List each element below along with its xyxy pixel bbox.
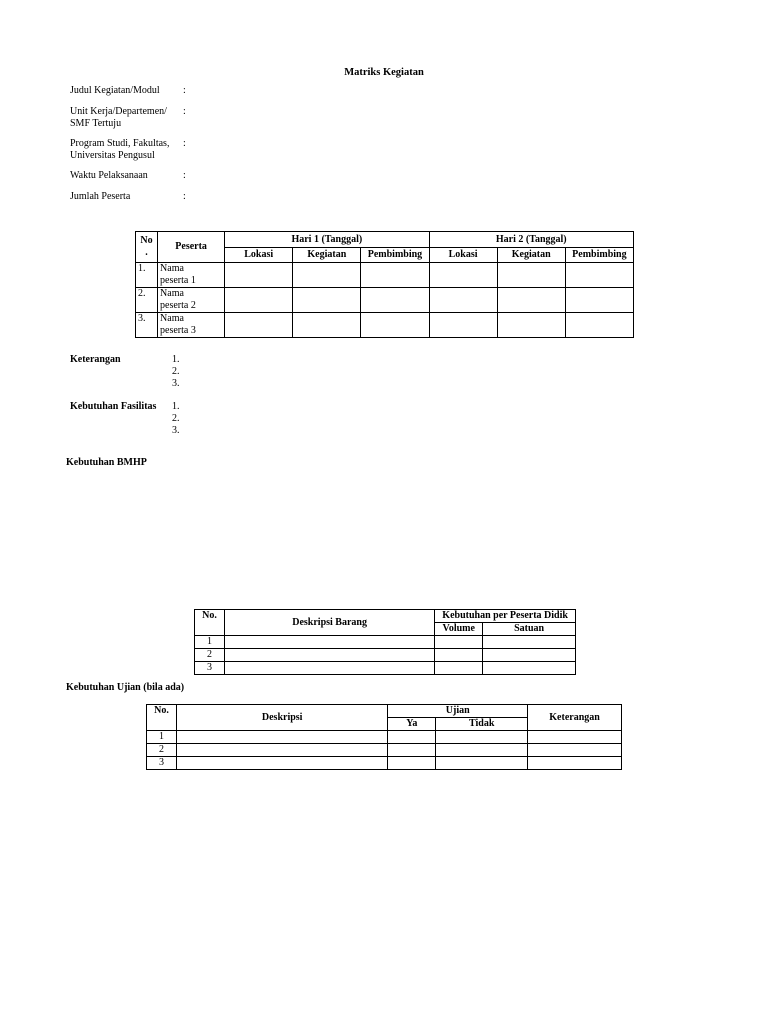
list-item: 3. xyxy=(172,378,180,389)
ujian-header-tidak: Tidak xyxy=(436,718,528,731)
header-day-1: Hari 1 (Tanggal) xyxy=(225,232,429,248)
field-colon: : xyxy=(183,106,186,117)
subheader-lokasi: Lokasi xyxy=(225,248,293,263)
cell xyxy=(388,744,436,757)
table-row xyxy=(195,636,576,649)
header-no-line: No xyxy=(140,235,153,246)
bmhp-table xyxy=(194,609,576,675)
list-item: 1. xyxy=(172,354,180,365)
subheader-pembimbing: Pembimbing xyxy=(361,248,429,263)
peserta-line: peserta 3 xyxy=(160,325,196,336)
cell xyxy=(436,731,528,744)
field-label-line: SMF Tertuju xyxy=(70,118,122,129)
subheader-lokasi: Lokasi xyxy=(429,248,497,263)
row-no: 1. xyxy=(136,263,158,288)
cell xyxy=(429,263,497,288)
bmhp-header-no: No. xyxy=(195,610,225,636)
page-title: Matriks Kegiatan xyxy=(344,67,424,78)
bmhp-header-group: Kebutuhan per Peserta Didik xyxy=(435,610,576,623)
field-label-line: Waktu Pelaksanaan xyxy=(70,170,148,181)
list-item: 1. xyxy=(172,401,180,412)
field-label-line: Program Studi, Fakultas, xyxy=(70,138,170,149)
header-peserta: Peserta xyxy=(158,232,225,263)
cell xyxy=(225,263,293,288)
field-label-line: Universitas Pengusul xyxy=(70,150,155,161)
subheader-kegiatan: Kegiatan xyxy=(497,248,565,263)
kebutuhan-fasilitas-label: Kebutuhan Fasilitas xyxy=(70,401,157,412)
list-item: 3. xyxy=(172,425,180,436)
kebutuhan-fasilitas-list xyxy=(172,401,180,437)
row-no: 3 xyxy=(147,757,177,770)
cell xyxy=(483,636,576,649)
cell xyxy=(224,636,434,649)
peserta-line: Nama xyxy=(160,263,184,274)
bmhp-header-volume: Volume xyxy=(435,623,483,636)
cell xyxy=(483,662,576,675)
cell xyxy=(565,263,633,288)
cell xyxy=(361,288,429,313)
activity-matrix-table xyxy=(135,231,634,338)
table-row xyxy=(147,731,622,744)
cell xyxy=(388,757,436,770)
cell xyxy=(497,313,565,338)
bmhp-header-satuan: Satuan xyxy=(483,623,576,636)
peserta-line: Nama xyxy=(160,313,184,324)
cell xyxy=(361,313,429,338)
bmhp-header-deskripsi: Deskripsi Barang xyxy=(224,610,434,636)
cell xyxy=(565,288,633,313)
field-label-judul xyxy=(70,85,180,97)
field-label-program-studi xyxy=(70,138,180,162)
cell xyxy=(528,744,622,757)
cell xyxy=(388,731,436,744)
cell xyxy=(497,263,565,288)
header-day-2: Hari 2 (Tanggal) xyxy=(429,232,633,248)
list-item: 2. xyxy=(172,413,180,424)
cell xyxy=(528,757,622,770)
cell xyxy=(293,313,361,338)
row-no: 1 xyxy=(195,636,225,649)
cell xyxy=(361,263,429,288)
field-label-jumlah-peserta xyxy=(70,191,180,203)
field-label-unit-kerja xyxy=(70,106,180,130)
row-peserta xyxy=(158,313,225,338)
table-row xyxy=(195,662,576,675)
row-no: 2 xyxy=(195,649,225,662)
cell xyxy=(528,731,622,744)
bmhp-label: Kebutuhan BMHP xyxy=(66,457,147,468)
keterangan-label: Keterangan xyxy=(70,354,121,365)
row-peserta xyxy=(158,288,225,313)
ujian-header-keterangan: Keterangan xyxy=(528,705,622,731)
field-label-line: Judul Kegiatan/Modul xyxy=(70,85,160,96)
cell xyxy=(225,313,293,338)
row-no: 2 xyxy=(147,744,177,757)
cell xyxy=(436,744,528,757)
header-no xyxy=(136,232,158,263)
cell xyxy=(565,313,633,338)
cell xyxy=(429,313,497,338)
cell xyxy=(436,757,528,770)
ujian-table xyxy=(146,704,622,770)
ujian-label: Kebutuhan Ujian (bila ada) xyxy=(66,682,185,693)
cell xyxy=(176,757,387,770)
field-colon: : xyxy=(183,191,186,202)
field-label-line: Jumlah Peserta xyxy=(70,191,131,202)
field-colon: : xyxy=(183,85,186,96)
row-no: 3 xyxy=(195,662,225,675)
peserta-line: Nama xyxy=(160,288,184,299)
subheader-kegiatan: Kegiatan xyxy=(293,248,361,263)
ujian-header-ya: Ya xyxy=(388,718,436,731)
ujian-header-no: No. xyxy=(147,705,177,731)
subheader-pembimbing: Pembimbing xyxy=(565,248,633,263)
row-no: 2. xyxy=(136,288,158,313)
list-item: 2. xyxy=(172,366,180,377)
peserta-line: peserta 2 xyxy=(160,300,196,311)
cell xyxy=(429,288,497,313)
field-label-line: Unit Kerja/Departemen/ xyxy=(70,106,167,117)
ujian-header-deskripsi: Deskripsi xyxy=(176,705,387,731)
table-row xyxy=(136,313,634,338)
row-no: 3. xyxy=(136,313,158,338)
cell xyxy=(224,662,434,675)
cell xyxy=(176,731,387,744)
table-row xyxy=(136,288,634,313)
table-row xyxy=(195,649,576,662)
ujian-header-group: Ujian xyxy=(388,705,528,718)
field-colon: : xyxy=(183,170,186,181)
header-no-line: . xyxy=(145,247,148,258)
cell xyxy=(435,649,483,662)
cell xyxy=(224,649,434,662)
table-row xyxy=(136,263,634,288)
row-no: 1 xyxy=(147,731,177,744)
field-colon: : xyxy=(183,138,186,149)
table-row xyxy=(147,744,622,757)
cell xyxy=(293,263,361,288)
cell xyxy=(176,744,387,757)
cell xyxy=(497,288,565,313)
field-label-waktu xyxy=(70,170,180,182)
cell xyxy=(225,288,293,313)
cell xyxy=(293,288,361,313)
cell xyxy=(483,649,576,662)
row-peserta xyxy=(158,263,225,288)
table-row xyxy=(147,757,622,770)
cell xyxy=(435,662,483,675)
keterangan-list xyxy=(172,354,180,390)
cell xyxy=(435,636,483,649)
peserta-line: peserta 1 xyxy=(160,275,196,286)
